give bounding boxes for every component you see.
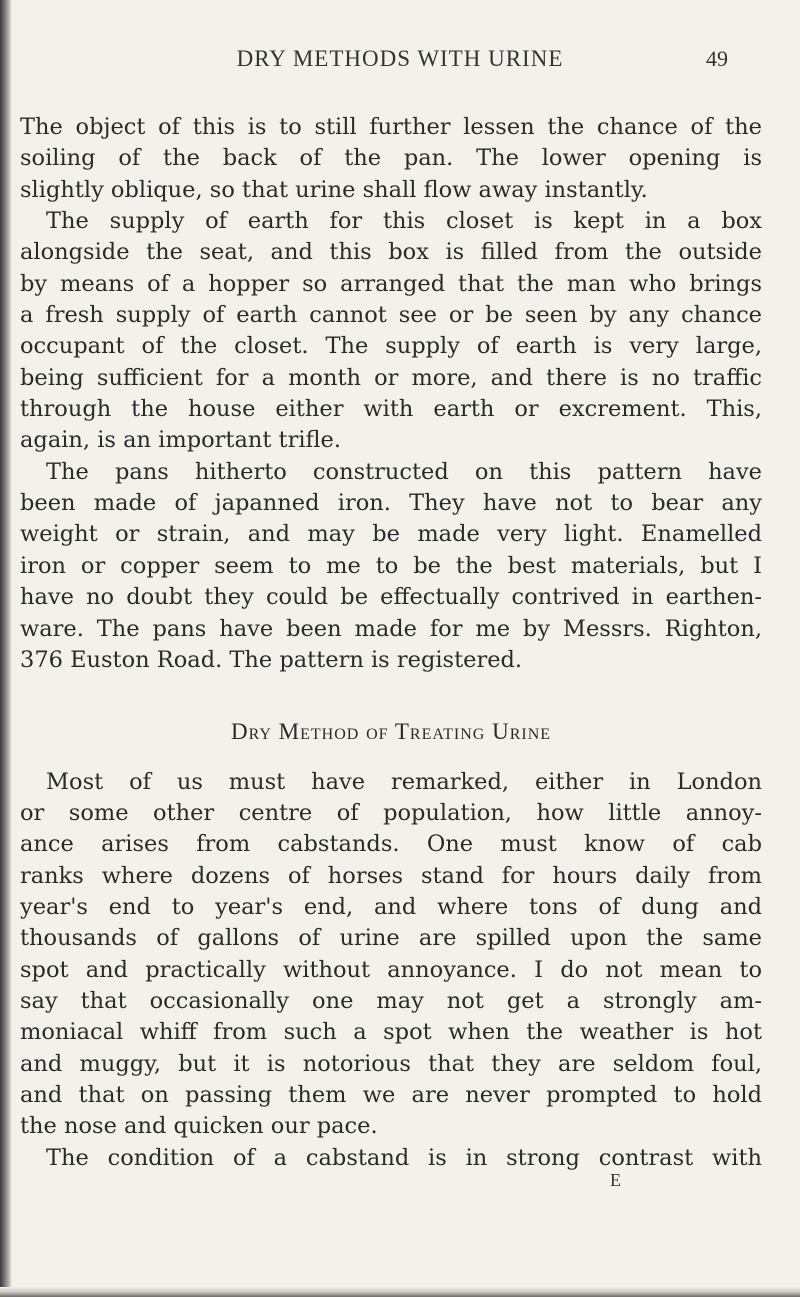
signature-mark: E bbox=[610, 1170, 621, 1190]
text-line: alongside the seat, and this box is filled from the outside bbox=[20, 239, 762, 266]
text-line: iron or copper seem to me to be the best materials, but I bbox=[20, 552, 762, 579]
text-line: moniacal whiff from such a spot when the weather is hot bbox=[20, 1019, 762, 1046]
running-head: DRY METHODS WITH URINE bbox=[236, 46, 564, 71]
text-line: Most of us must have remarked, either in London bbox=[46, 768, 762, 795]
page-bottom-edge bbox=[0, 1287, 800, 1297]
page-header bbox=[0, 40, 800, 80]
text-line: being sufficient for a month or more, and there is no traffic bbox=[20, 364, 762, 391]
text-line: by means of a hopper so arranged that the man who brings bbox=[20, 270, 762, 297]
text-line: weight or strain, and may be made very light. Enamelled bbox=[20, 521, 762, 548]
text-line: occupant of the closet. The supply of earth is very large, bbox=[20, 333, 762, 360]
text-line: again, is an important trifle. bbox=[20, 427, 342, 454]
text-line: and muggy, but it is notorious that they are seldom foul, bbox=[20, 1050, 762, 1077]
text-line: The condition of a cabstand is in strong contrast with bbox=[46, 1144, 762, 1171]
body-text bbox=[20, 112, 762, 1174]
text-line: The supply of earth for this closet is kept in a box bbox=[46, 208, 762, 235]
text-line: a fresh supply of earth cannot see or be seen by any chance bbox=[20, 302, 762, 329]
text-line: soiling of the back of the pan. The lower opening is bbox=[20, 145, 762, 172]
page-number: 49 bbox=[706, 46, 728, 71]
text-line: thousands of gallons of urine are spilled upon the same bbox=[20, 925, 762, 952]
text-line: slightly oblique, so that urine shall flow away instantly. bbox=[20, 176, 648, 203]
text-line: The object of this is to still further lessen the chance of the bbox=[20, 114, 762, 140]
text-line: spot and practically without annoyance. I do not mean to bbox=[20, 956, 762, 983]
text-line: the nose and quicken our pace. bbox=[20, 1113, 378, 1140]
text-line: say that occasionally one may not get a strongly am- bbox=[20, 987, 762, 1014]
text-line: been made of japanned iron. They have not to bear any bbox=[20, 490, 762, 517]
text-line: The pans hitherto constructed on this pattern have bbox=[46, 458, 762, 485]
text-line: ware. The pans have been made for me by Messrs. Righton, bbox=[20, 615, 762, 642]
text-line: through the house either with earth or excrement. This, bbox=[20, 396, 762, 423]
section-heading: Dry Method of Treating Urine bbox=[230, 719, 552, 745]
text-line: year's end to year's end, and where tons of dung and bbox=[20, 893, 762, 920]
text-line: ranks where dozens of horses stand for hours daily from bbox=[20, 862, 762, 889]
text-line: 376 Euston Road. The pattern is registered. bbox=[20, 646, 523, 673]
text-line: have no doubt they could be effectually contrived in earthen- bbox=[20, 584, 762, 611]
text-line: and that on passing them we are never prompted to hold bbox=[20, 1081, 762, 1108]
page-gutter-shadow bbox=[0, 0, 12, 1297]
text-line: ance arises from cabstands. One must know of cab bbox=[20, 831, 762, 858]
text-line: or some other centre of population, how little annoy- bbox=[20, 799, 762, 826]
